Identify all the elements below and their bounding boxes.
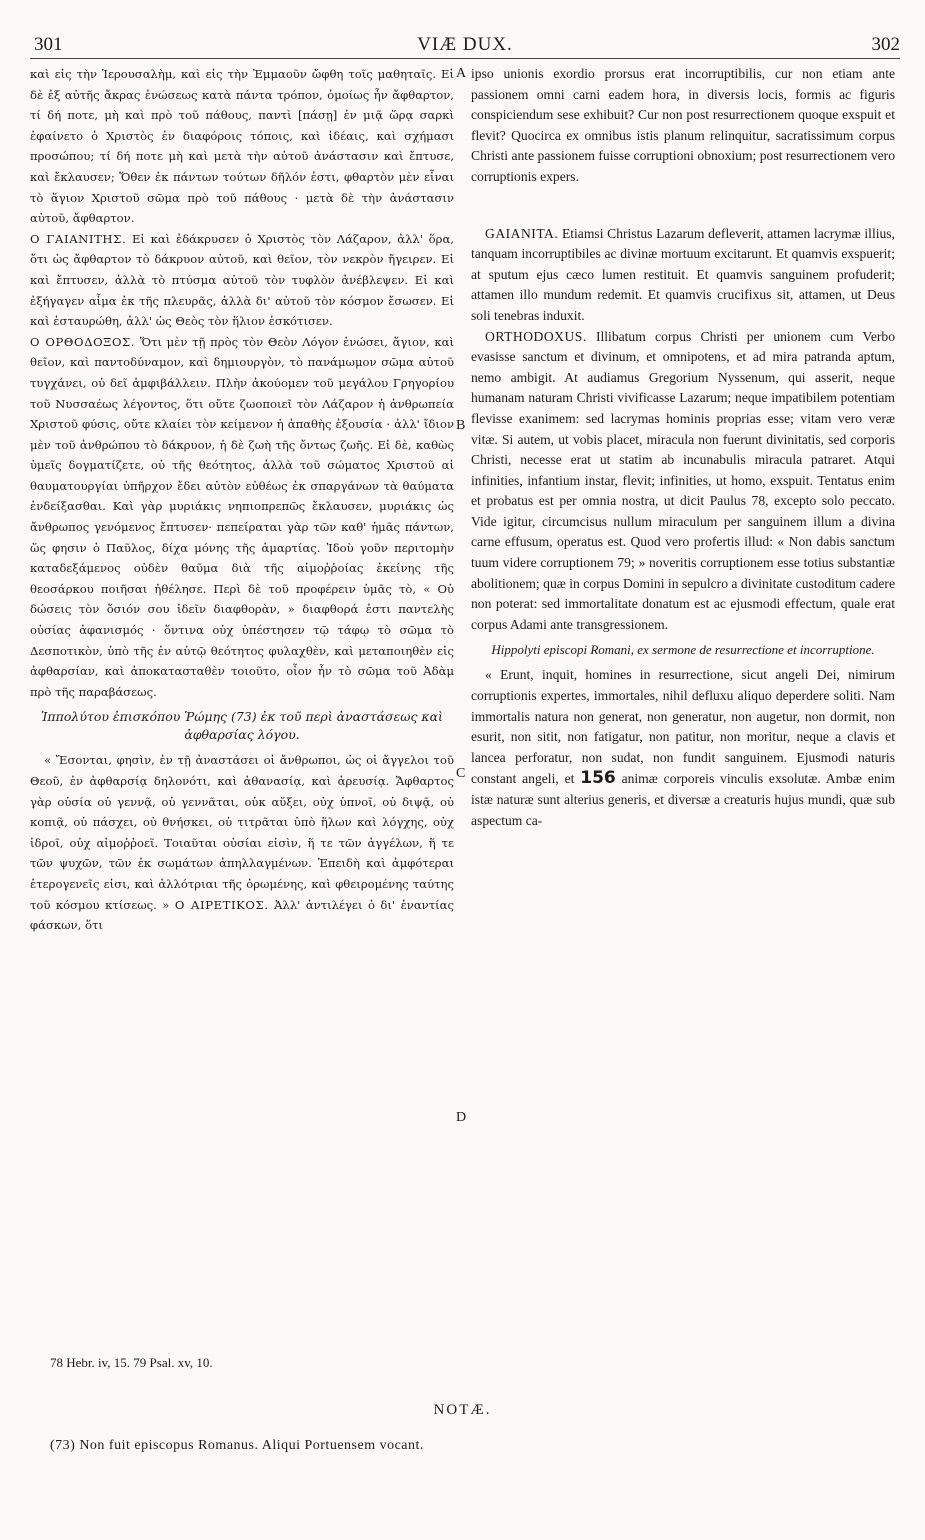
notae-title: NOTÆ. — [433, 1402, 492, 1418]
margin-letter-d: D — [456, 1110, 467, 1125]
greek-speaker-heretic: Ο ΑΙΡΕΤΙΚΟΣ. — [174, 897, 269, 912]
greek-paragraph-2 — [30, 229, 454, 332]
greek-paragraph-3-text: Ὅτι μὲν τῇ πρὸς τὸν Θεὸν Λόγον ἑνώσει, ἅγιον, καὶ θεῖον, καὶ παντοδύναμον, καὶ δημιουργὸν, τὸ πανάμωμον σῶμα αὐτοῦ τυγχάνει, οὐ δεῖ ἀμφιβάλλειν. Πλὴν ἀκούομεν τοῦ μεγάλου Γρηγορίου τοῦ Νυσσαέως λέγοντος, ὅτι οὔτε ζωοποιεῖ τὸν Λάζαρον ἡ ἀνθρωπεία Χριστοῦ φύσις, οὔτε κλαίει τὸν κείμενον ἡ ἀπαθὴς ἐξουσία · ἀλλ' ἴδιον μὲν τοῦ ἀνθρώπου τὸ δάκρυον, ἡ δὲ ζωὴ τῆς ὄντως ζωῆς. Εἰ δὲ, καθὼς ὑμεῖς δογματίζετε, οὐ τῆς θεότητος, ἀλλὰ τοῦ σώματος Χριστοῦ αἱ θαυματουργίαι ὑπῆρχον ἔδει αὐτὸν εὐθέως ἐκ σπαργάνων τὰ θαύματα ἐνδείξασθαι. Καὶ γὰρ μυριάκις νηπιοπρεπῶς ἔκλαυσεν, μυριάκις ὡς ἄνθρωπος γενόμενος ἔπτυσεν· πεπείραται γὰρ τῶν καθ' ἡμᾶς πάντων, ὥς φησιν ὁ Παῦλος, δίχα μόνης τῆς ἁμαρτίας. Ἰδοὺ γοῦν περιτομὴν καταδεξάμενος οὐδὲν θαῦμα διὰ τῆς αἱμοῤῥοίας ἐκείνης τῆς θεοσάρκου ποιῆσαι ἠθέλησε. Περὶ δὲ τοῦ προφέρειν ὑμᾶς τὸ, « Οὐ δώσεις τὸν ὅσιόν σου ἰδεῖν διαφθορὰν, » διαφθορά ἐστι παντελὴς οὐσίας ἀφανισμός · ὅντινα οὐχ ὑπέστησεν τῷ τάφῳ τὸ σῶμα τὸ Δεσποτικὸν, ὑπὸ τῆς ἐν αὐτῷ θεότητος φυλαχθὲν, καὶ μεταποιηθὲν εἰς ἀφθαρσίαν, καὶ ἀποκατασταθὲν τοιοῦτο, οἷον ἦν τὸ σῶμα τοῦ Ἀδὰμ πρὸ τῆς παραβάσεως. — [30, 334, 454, 699]
notae-text: (73) Non fuit episcopus Romanus. Aliqui Portuensem vocant. — [50, 1438, 424, 1453]
latin-speaker-orthodoxus: ORTHODOXUS. — [485, 328, 587, 344]
latin-paragraph-3-text: Illibatum corpus Christi per unionem cum Verbo evasisse sanctum et divinum, et omnipotens, et ad mira patranda aptum, nemo ambigit. At audiamus Gregorium Nyssenum, qui asserit, neque humanam naturam Christi vivificasse Lazarum; neque impatibilem potentiam flevisse exanimem: sed lacrymas hominis proprias esse; vitam vero veræ vitæ. Si autem, ut vobis placet, miracula non fuerunt divinitatis, sed corporis Christi, necesse erat ut statim ab incunabulis miracula patraret. Atqui infinities, infantium instar, flevit; infinities, ut homo, exspuit. Tentatus enim et probatus est per omnia nostra, ut dicit Paulus 78, excepto solo peccato. Vide igitur, circumcisus nullum miraculum per sanguinem illum a divina carne effusum, operatus est. Quod vero profertis illud: « Non dabis sanctum tuum videre corruptionem 79; » noveritis corruptionem esse totius substantiæ abolitionem; quæ in corpus Domini in sepulcro a divinitate custoditum cadere non poterat: sed immortalitate donatum est ac ejusmodi effectum, quale erat corpus Adami ante transgressionem. — [471, 328, 895, 632]
latin-paragraph-1: ipso unionis exordio prorsus erat incorruptibilis, cur non etiam ante passionem omni carni eadem hora, in diversis locis, formis ac figuris conspiciendum sese exhibuit? Cur non post resurrectionem quoque exspuit et flevit? Quocirca ex omnibus istis planum relinquitur, sacratissimum corpus Christi ante passionem fuisse corruptioni obnoxium; post resurrectionem vero corruptionis expers. — [471, 66, 895, 184]
greek-column — [30, 64, 454, 936]
page-number-right: 302 — [871, 34, 900, 55]
greek-speaker-orthodox: Ο ΟΡΘΟΔΟΞΟΣ. — [30, 334, 136, 349]
greek-paragraph-3 — [30, 332, 454, 703]
margin-letter-c: C — [456, 766, 466, 781]
column-number-marker: 156 — [580, 768, 616, 789]
latin-paragraph-4-text-a: « Erunt, inquit, homines in resurrectione, sicut angeli Dei, nimirum corruptionis expertes, immortales, nihil defluxu aliquo deperdere soliti. Nam immortalis natura non generat, non generatur, non augetur, non dormit, non esurit, non sitit, non fatigatur, non patitur, non moritur, neque a clavis et lancea perforatur, non sudat, non fundit sanguinem. Ejusmodi naturis constant angeli, et — [471, 667, 895, 787]
latin-spacer — [471, 188, 895, 224]
latin-speaker-gaianita: GAIANITA. — [485, 225, 559, 241]
latin-paragraph-2 — [471, 224, 895, 327]
latin-paragraph-2-text: Etiamsi Christus Lazarum defleverit, attamen lacrymæ illius, tanquam incorruptibiles ac divinæ mortuum excitarunt. Et quamvis exspuerit; at sputum ejus cæco lumen restituit. Et quamvis sanguinem profuderit; attamen illo mundum redemit. Et quamvis crucifixus sit, attamen, ut Deus soli tenebras induxit. — [471, 225, 895, 323]
running-title: VIÆ DUX. — [417, 34, 513, 55]
greek-heading-hippolytus: Ἱππολύτου ἐπισκόπου Ῥώμης (73) ἐκ τοῦ περὶ ἀναστάσεως καὶ ἀφθαρσίας λόγου. — [41, 709, 443, 743]
latin-heading-hippolytus: Hippolyti episcopi Romani, ex sermone de resurrectione et incorruptione. — [491, 642, 875, 658]
latin-paragraph-4 — [471, 665, 895, 831]
greek-speaker-gaianite: Ο ΓΑΙΑΝΙΤΗΣ. — [30, 231, 127, 246]
greek-paragraph-1: καὶ εἰς τὴν Ἱερουσαλὴμ, καὶ εἰς τὴν Ἐμμαοῦν ὤφθη τοῖς μαθηταῖς. Εἰ δὲ ἐξ αὐτῆς ἄκρας ἑνώσεως κατὰ πάντα τρόπον, ὁμοίως ἦν ἄφθαρτον, τί δή ποτε, μὴ καὶ πρὸ τοῦ πάθους, παντὶ [πάσῃ] ἐν μιᾷ ὥρᾳ σαρκὶ ἐφαίνετο ὁ Χριστὸς ἐν διαφόροις τόποις, καὶ ἰδέαις, καὶ σχήμασι προσώπου; τί δή ποτε μὴ καὶ μετὰ τὴν αὐτοῦ ἀνάστασιν καὶ ἔπτυσε, καὶ ἔκλαυσεν; Ὅθεν ἐκ πάντων τούτων δῆλόν ἐστι, φθαρτὸν μὲν εἶναι τὸ ἅγιον Χριστοῦ σῶμα πρὸ τοῦ πάθους · μετὰ δὲ τὴν ἀνάστασιν αὐτοῦ, ἄφθαρτον. — [30, 67, 454, 226]
latin-paragraph-4-text-b: animæ corporeis vinculis exsolutæ. Ambæ enim istæ naturæ sunt alterius generis, et diversæ a creaturis hujus mundi, quæ sub aspectum ca- — [471, 771, 896, 828]
greek-paragraph-4-end: Ἀλλ' ἀντιλέγει ὁ δι' ἐναντίας φάσκων, ὅτι — [30, 897, 455, 933]
margin-letter-b: B — [456, 418, 466, 433]
latin-column — [471, 64, 895, 831]
greek-paragraph-2-text: Εἰ καὶ ἐδάκρυσεν ὁ Χριστὸς τὸν Λάζαρον, ἀλλ' ὅρα, ὅτι ὡς ἄφθαρτον τὸ δάκρυον αὐτοῦ, καὶ θεῖον, τὸν νεκρὸν ἤγειρεν. Εἰ καὶ ἔπτυσεν, ἀλλὰ τὸ πτύσμα αὐτοῦ τὸν τυφλὸν ἀνέβλεψεν. Εἰ καὶ ἐξήγαγεν αἷμα ἐκ τῆς πλευρᾶς, ἀλλὰ δι' αὐτοῦ τὸν κόσμον ἔσωσεν. Εἰ καὶ ἐσταυρώθη, ἀλλ' ὡς Θεὸς τὸν ἥλιον ἐσκότισεν. — [30, 231, 454, 329]
header-rule — [30, 58, 900, 59]
margin-letter-a: A — [456, 66, 467, 81]
greek-paragraph-4 — [30, 750, 454, 935]
page-number-left: 301 — [34, 34, 63, 55]
latin-paragraph-3 — [471, 327, 895, 636]
greek-paragraph-4-text: « Ἔσονται, φησὶν, ἐν τῇ ἀναστάσει οἱ ἄνθρωποι, ὡς οἱ ἄγγελοι τοῦ Θεοῦ, ἐν ἀφθαρσίᾳ δηλονότι, καὶ ἀθανασίᾳ, καὶ ἀρευσίᾳ. Ἄφθαρτος γὰρ οὐσία οὐ γεννᾷ, οὐ γεννᾶται, οὐκ αὔξει, οὐχ ὑπνοῖ, οὐ διψᾷ, οὐ κοπιᾷ, οὐ πάσχει, οὐ θνήσκει, οὐ τιτρᾶται ὑπὸ ἥλων καὶ λόγχης, οὐχ ἱδροῖ, οὐχ αἱμοῤῥοεῖ. Τοιαῦται οὐσίαι εἰσὶν, ἥ τε τῶν ἀγγέλων, ἥ τε τῶν ψυχῶν, τῶν ἐκ σωμάτων ἀπηλλαγμένων. Ἐπειδὴ καὶ ἀμφότεραι ἑτερογενεῖς εἰσι, καὶ ἀλλότριαι τῆς ὁρωμένης, καὶ φθειρομένης ταύτης τοῦ κόσμου κτίσεως. » — [30, 753, 454, 912]
footnotes: 78 Hebr. iv, 15. 79 Psal. xv, 10. — [50, 1355, 213, 1370]
